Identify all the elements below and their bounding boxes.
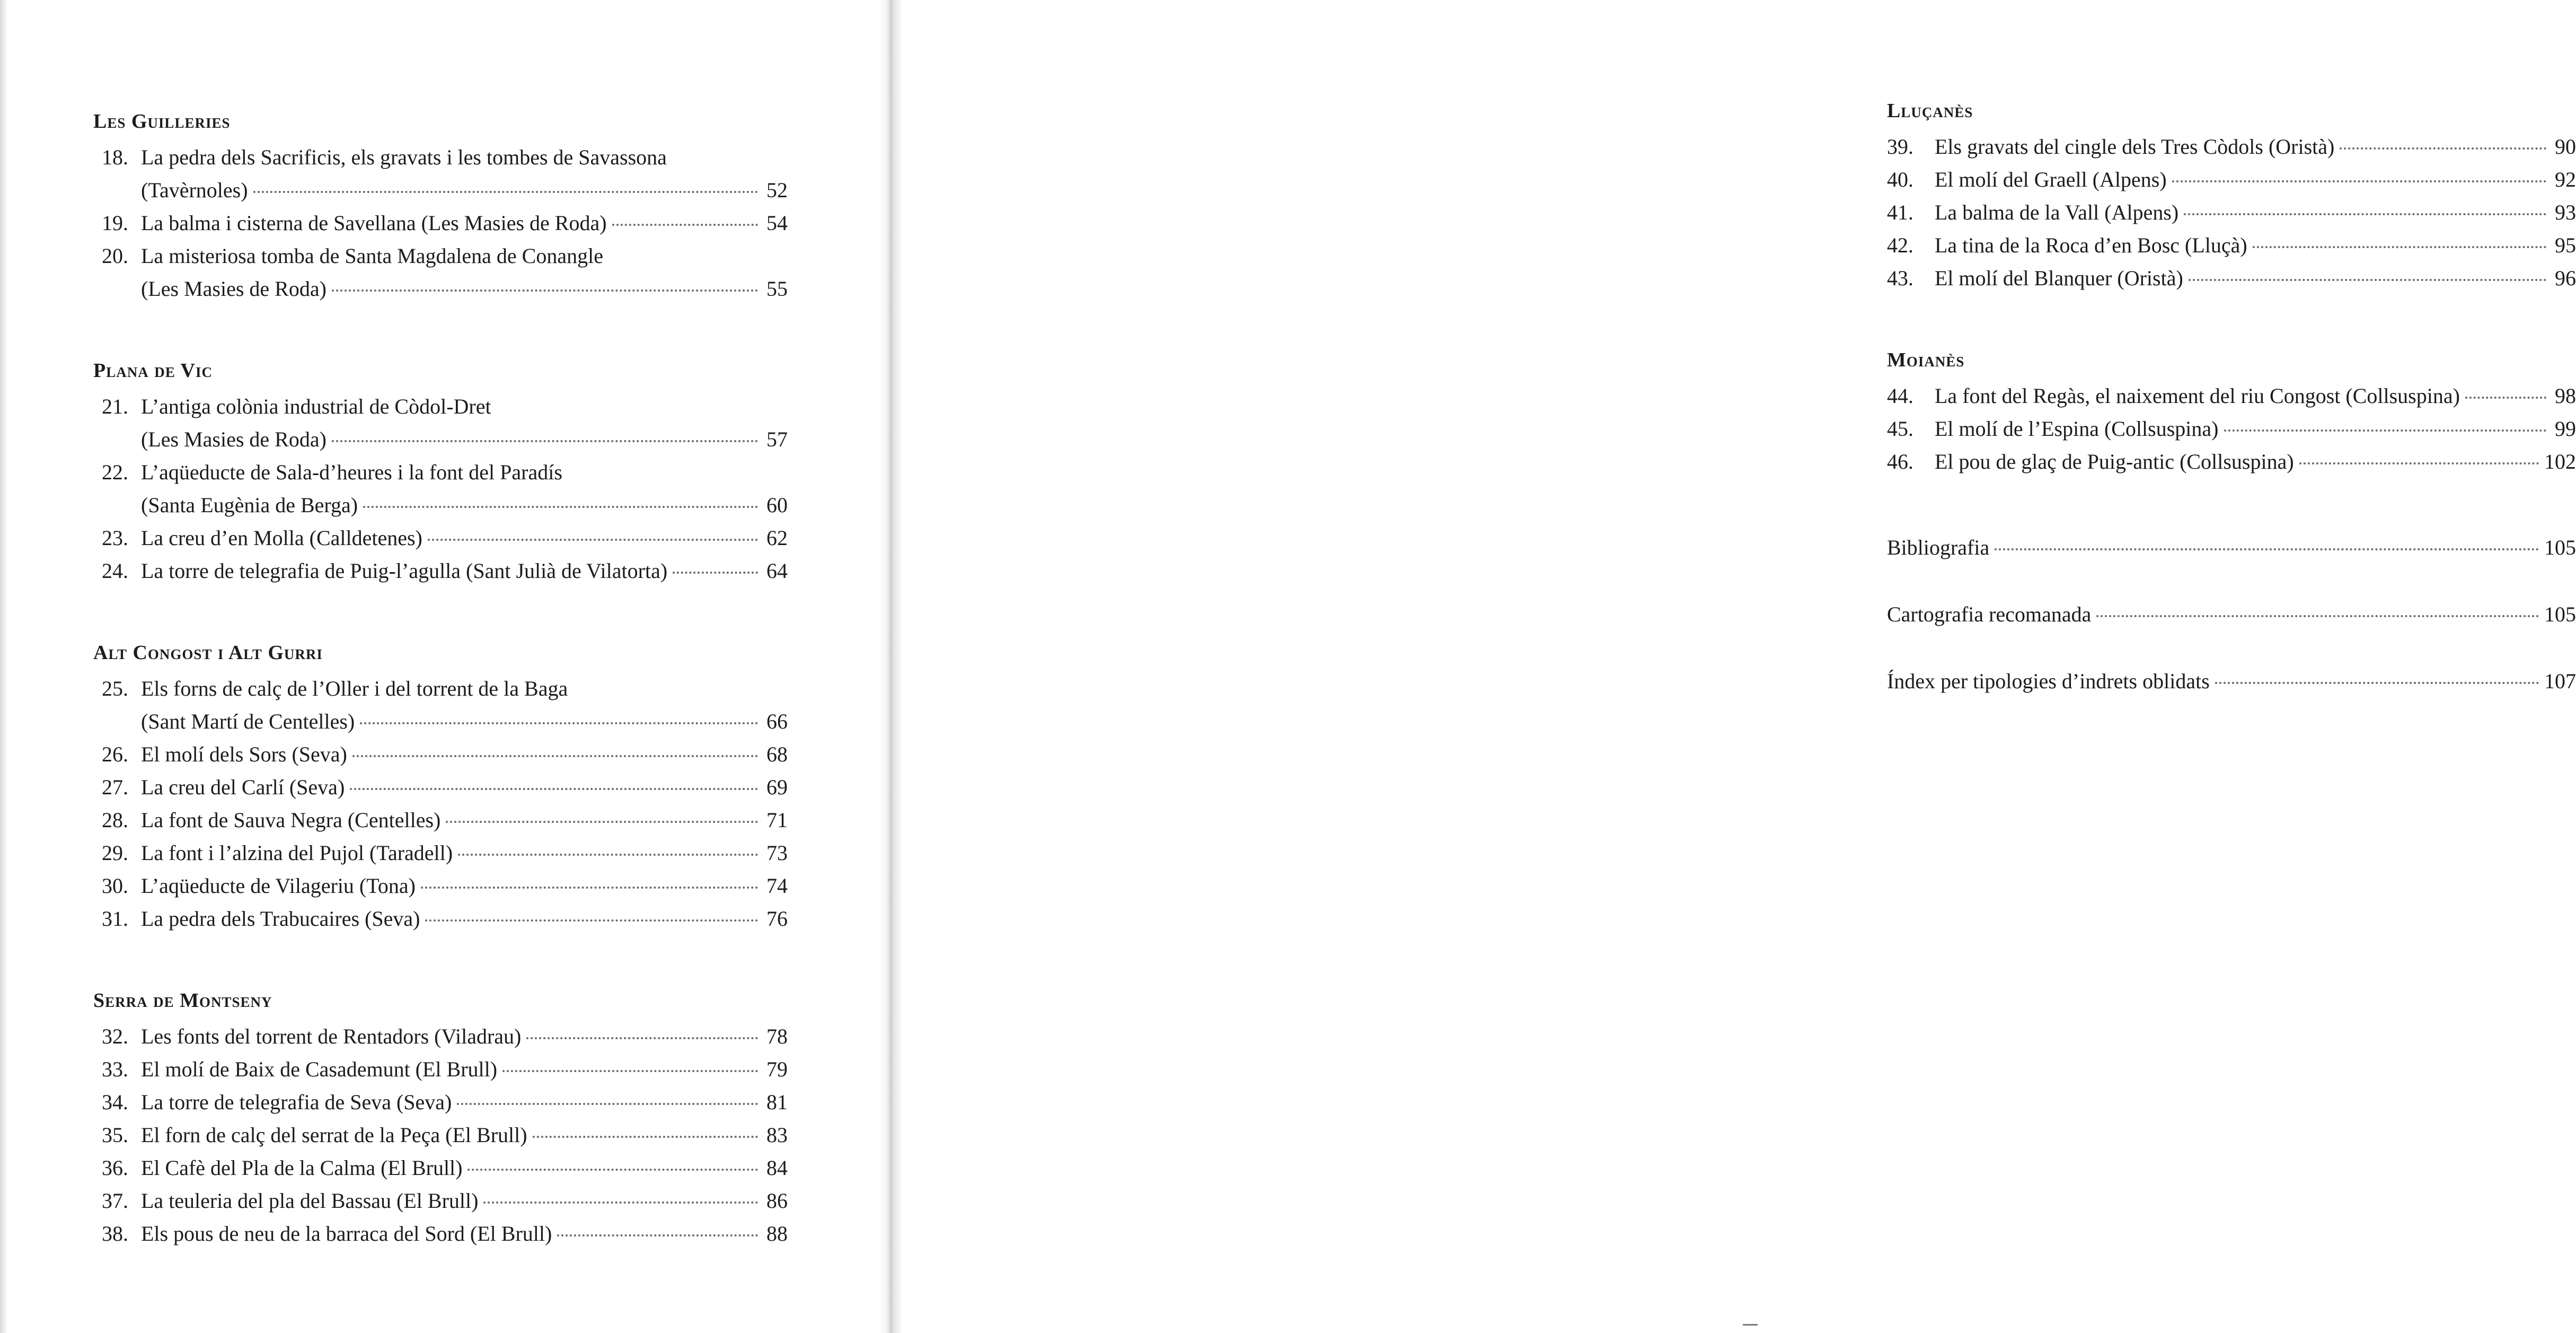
back-matter-page-number: 107 [2544,669,2576,693]
toc-entry-line [1887,445,2576,478]
entry-title: L’aqüeducte de Sala-d’heures i la font del Paradís [141,460,562,484]
dot-leader [352,755,758,757]
entry-number: 30. [102,874,128,898]
toc-entry [93,902,788,935]
toc-entry [93,738,788,771]
entry-title: El molí dels Sors (Seva) [141,742,347,766]
toc-section [93,641,788,935]
toc-section [93,358,788,587]
toc-entry-line [93,141,788,174]
entry-title: Els pous de neu de la barraca del Sord (El Brull) [141,1222,552,1246]
toc-entry-line [93,522,788,555]
toc-entry-line [93,240,788,273]
entry-title: El molí del Graell (Alpens) [1935,168,2167,191]
toc-entry-line [93,771,788,804]
entry-number: 35. [102,1123,128,1147]
entry-page-number: 68 [766,742,788,766]
toc-entry [93,1185,788,1217]
toc-entry [93,1217,788,1250]
entry-title: El molí de l’Espina (Collsuspina) [1935,417,2219,441]
toc-entry [1887,445,2576,478]
entry-title: La font i l’alzina del Pujol (Taradell) [141,841,453,865]
entry-title: La balma de la Vall (Alpens) [1935,200,2179,224]
entry-number: 40. [1887,168,1913,191]
toc-entry [93,1086,788,1119]
toc-entry [93,390,788,456]
entry-number: 21. [102,394,128,418]
entry-page-number: 69 [766,775,788,799]
page-edge-mark [1743,1324,1758,1326]
entry-number: 27. [102,775,128,799]
toc-entry [93,837,788,870]
page-edge-shadow [0,0,7,1333]
dot-leader [2224,429,2547,432]
toc-entry-line [93,489,788,522]
dot-leader [673,572,758,574]
entry-page-number: 83 [766,1123,788,1147]
entry-title: La pedra dels Trabucaires (Seva) [141,907,420,931]
entry-page-number: 79 [766,1057,788,1081]
entry-title: L’antiga colònia industrial de Còdol-Dret [141,394,491,418]
back-matter-page-number: 105 [2544,602,2576,626]
entry-number: 22. [102,460,128,484]
entry-page-number: 62 [766,526,788,550]
toc-entry-line [1887,229,2576,262]
entry-number: 28. [102,808,128,832]
entry-number: 44. [1887,384,1913,408]
dot-leader [483,1202,758,1204]
section-heading: Lluçanès [1887,100,1973,122]
entry-page-number: 52 [766,178,788,202]
toc-entry [93,456,788,522]
back-matter-title: Bibliografia [1887,536,1990,559]
toc-entry-line [93,273,788,305]
toc-entry-line [93,456,788,489]
toc-entry [93,870,788,902]
entry-page-number: 99 [2555,417,2576,441]
entry-title: La teuleria del pla del Bassau (El Brull) [141,1189,479,1213]
entry-title: (Les Masies de Roda) [141,277,327,301]
toc-section [93,109,788,305]
entry-page-number: 81 [766,1090,788,1114]
entry-title: (Tavèrnoles) [141,178,248,202]
dot-leader [428,539,758,541]
entry-number: 37. [102,1189,128,1213]
entry-title: L’aqüeducte de Vilageriu (Tona) [141,874,416,898]
toc-entry [1887,229,2576,262]
toc-entry-line [93,423,788,456]
entry-page-number: 60 [766,493,788,517]
dot-leader [557,1234,758,1236]
entry-number: 26. [102,742,128,766]
dot-leader [2172,180,2546,182]
entry-page-number: 93 [2555,200,2576,224]
toc-entry [93,240,788,305]
dot-leader [332,290,758,292]
toc-entry [1887,130,2576,163]
dot-leader [360,722,758,724]
toc-entry-line [93,1086,788,1119]
entry-title: El molí de Baix de Casademunt (El Brull) [141,1057,498,1081]
entry-title: Els forns de calç de l’Oller i del torrent de la Baga [141,677,568,700]
dot-leader [2215,682,2539,684]
toc-entry-line [93,1119,788,1152]
toc-entry-line [93,207,788,240]
entry-number: 23. [102,526,128,550]
entry-page-number: 78 [766,1024,788,1048]
entry-page-number: 74 [766,874,788,898]
back-matter-title: Cartografia recomanada [1887,602,2092,626]
dot-leader [502,1070,758,1072]
toc-entry [1887,413,2576,445]
entry-number: 29. [102,841,128,865]
right-toc-column [1887,99,2576,732]
toc-entry-line [93,1053,788,1086]
entry-page-number: 95 [2555,233,2576,257]
toc-entry-line [93,902,788,935]
toc-entry-line [1887,163,2576,196]
dot-leader [526,1037,758,1039]
entry-title: La tina de la Roca d’en Bosc (Lluçà) [1935,233,2247,257]
dot-leader [350,788,758,790]
entry-number: 43. [1887,266,1913,290]
entry-page-number: 57 [766,427,788,451]
toc-entry [1887,262,2576,295]
right-page [893,0,2576,1333]
entry-number: 46. [1887,450,1913,473]
entry-page-number: 92 [2555,168,2576,191]
toc-entry-line [93,174,788,207]
entry-page-number: 76 [766,907,788,931]
toc-entry [1887,196,2576,229]
left-toc-column [93,109,788,1303]
entry-title: (Santa Eugènia de Berga) [141,493,358,517]
dot-leader [458,854,758,856]
entry-title: La creu del Carlí (Seva) [141,775,345,799]
dot-leader [363,506,758,508]
toc-section [1887,99,2576,295]
entry-title: Els gravats del cingle dels Tres Còdols (Oristà) [1935,135,2335,159]
entry-number: 38. [102,1222,128,1246]
toc-entry-line [1887,196,2576,229]
dot-leader [467,1169,758,1171]
section-heading: Les Guilleries [93,110,231,133]
section-heading: Serra de Montseny [93,989,272,1012]
toc-entry-line [93,1152,788,1185]
toc-entry [93,771,788,804]
entry-number: 45. [1887,417,1913,441]
toc-entry [93,1053,788,1086]
dot-leader [332,440,758,442]
entry-number: 33. [102,1057,128,1081]
entry-number: 41. [1887,200,1913,224]
entry-title: La creu d’en Molla (Calldetenes) [141,526,422,550]
dot-leader [421,887,758,889]
dot-leader [2340,147,2546,150]
section-heading: Plana de Vic [93,359,213,382]
entry-title: La font de Sauva Negra (Centelles) [141,808,441,832]
toc-entry-line [93,837,788,870]
entry-number: 34. [102,1090,128,1114]
left-page [0,0,886,1333]
entry-page-number: 71 [766,808,788,832]
entry-number: 18. [102,145,128,169]
toc-entry-line [93,672,788,705]
entry-page-number: 90 [2555,135,2576,159]
toc-entry-line [1887,380,2576,413]
entry-title: El molí del Blanquer (Oristà) [1935,266,2183,290]
toc-entry-line [1887,262,2576,295]
toc-entry-line [93,390,788,423]
entry-title: La pedra dels Sacrificis, els gravats i les tombes de Savassona [141,145,667,169]
toc-entry-line [93,804,788,837]
dot-leader [2253,246,2546,248]
back-matter-page-number: 105 [2544,536,2576,559]
book-gutter [880,0,903,1333]
entry-page-number: 98 [2555,384,2576,408]
toc-entry-line [93,705,788,738]
back-matter-entry [1887,598,2576,631]
entry-title: La balma i cisterna de Savellana (Les Masies de Roda) [141,211,607,235]
entry-number: 31. [102,907,128,931]
toc-entry [93,1119,788,1152]
toc-entry-line [1887,130,2576,163]
entry-title: Les fonts del torrent de Rentadors (Viladrau) [141,1024,522,1048]
dot-leader [2299,462,2539,464]
section-heading: Alt Congost i Alt Gurri [93,642,323,664]
section-heading: Moianès [1887,349,1965,371]
toc-entry [93,1020,788,1053]
dot-leader [2096,615,2539,617]
toc-entry-line [1887,413,2576,445]
entry-page-number: 84 [766,1156,788,1180]
entry-number: 32. [102,1024,128,1048]
entry-title: (Sant Martí de Centelles) [141,709,355,733]
toc-entry [1887,163,2576,196]
dot-leader [457,1103,758,1105]
toc-entry [93,522,788,555]
back-matter-entry [1887,531,2576,564]
entry-title: La torre de telegrafia de Seva (Seva) [141,1090,452,1114]
toc-entry-line [93,555,788,587]
toc-entry [93,207,788,240]
toc-entry [93,804,788,837]
entry-page-number: 66 [766,709,788,733]
entry-page-number: 55 [766,277,788,301]
dot-leader [253,191,758,193]
dot-leader [1995,548,2539,550]
entry-number: 19. [102,211,128,235]
dot-leader [533,1136,758,1138]
toc-entry-line [93,870,788,902]
entry-number: 39. [1887,135,1913,159]
toc-entry-line [93,1185,788,1217]
entry-page-number: 102 [2544,450,2576,473]
toc-entry-line [93,738,788,771]
toc-entry [93,555,788,587]
toc-entry [93,1152,788,1185]
toc-entry [93,141,788,207]
entry-number: 20. [102,244,128,268]
entry-page-number: 54 [766,211,788,235]
dot-leader [425,919,758,922]
toc-entry-line [93,1217,788,1250]
toc-entry-line [93,1020,788,1053]
entry-number: 36. [102,1156,128,1180]
entry-page-number: 88 [766,1222,788,1246]
dot-leader [2465,397,2546,399]
toc-section [1887,348,2576,478]
back-matter-list [1887,531,2576,698]
entry-title: (Les Masies de Roda) [141,427,327,451]
entry-title: La font del Regàs, el naixement del riu Congost (Collsuspina) [1935,384,2460,408]
entry-title: El pou de glaç de Puig-antic (Collsuspina) [1935,450,2294,473]
entry-title: El Cafè del Pla de la Calma (El Brull) [141,1156,463,1180]
entry-number: 42. [1887,233,1913,257]
entry-number: 25. [102,677,128,700]
entry-title: El forn de calç del serrat de la Peça (El Brull) [141,1123,527,1147]
dot-leader [2184,213,2546,215]
toc-entry [93,672,788,738]
entry-title: La torre de telegrafia de Puig-l’agulla (Sant Julià de Vilatorta) [141,559,668,583]
dot-leader [446,821,758,823]
back-matter-entry [1887,665,2576,698]
entry-page-number: 86 [766,1189,788,1213]
toc-section [93,988,788,1250]
toc-entry [1887,380,2576,413]
dot-leader [2189,279,2546,281]
back-matter-title: Índex per tipologies d’indrets oblidats [1887,669,2210,693]
entry-page-number: 96 [2555,266,2576,290]
entry-number: 24. [102,559,128,583]
entry-page-number: 64 [766,559,788,583]
entry-title: La misteriosa tomba de Santa Magdalena de Conangle [141,244,603,268]
entry-page-number: 73 [766,841,788,865]
dot-leader [612,224,758,226]
